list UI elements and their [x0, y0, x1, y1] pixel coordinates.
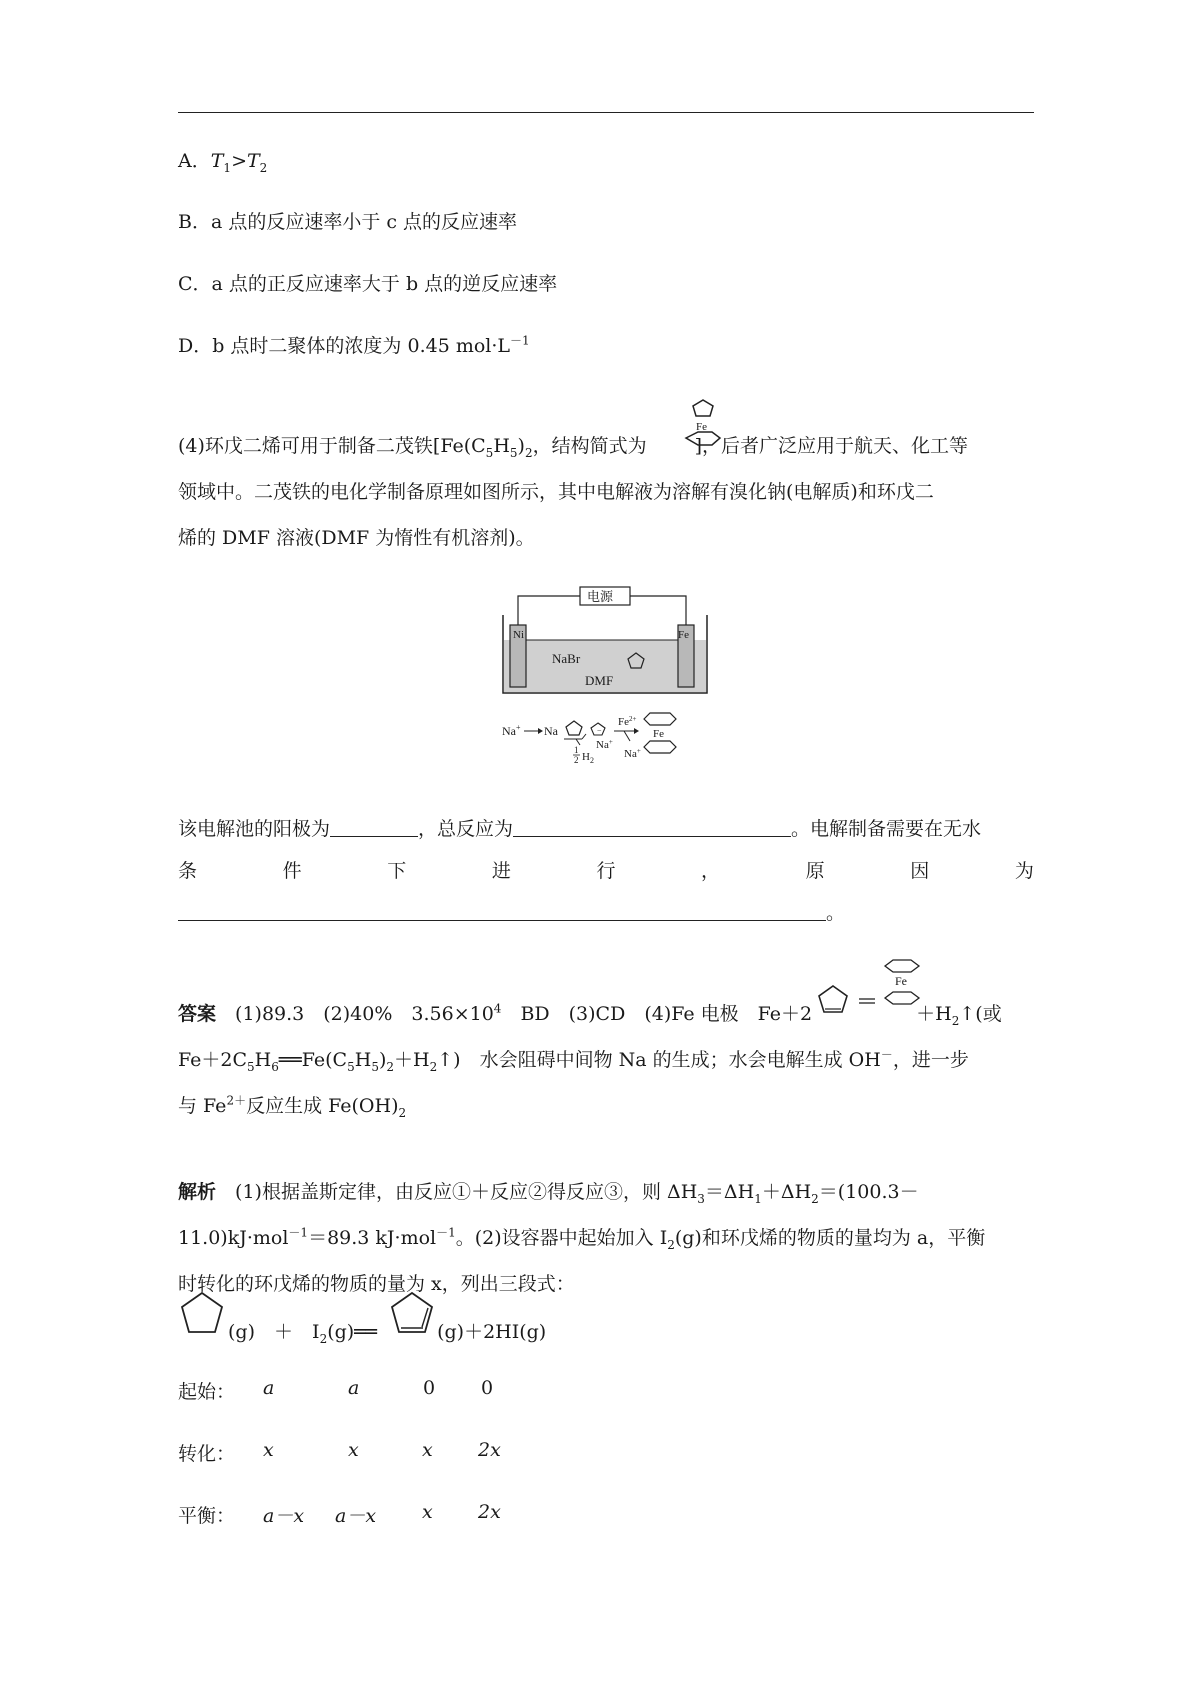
- option-c: C．a 点的正反应速率大于 b 点的逆反应速率: [178, 273, 558, 295]
- answer-line-3: 与 $Fe^{2+}$反应生成 $Fe(OH)_2$: [178, 1093, 407, 1120]
- svg-text:Ni: Ni: [513, 629, 524, 641]
- answer-reaction-icon: [815, 958, 925, 1024]
- q4-line-1: (4)环戊二烯可用于制备二茂铁[$Fe(C_5H_5)_2$，结构简式为 ]，后者广泛应用于航天、化工等: [178, 435, 969, 460]
- header-rule: [178, 112, 1034, 113]
- svg-text:2: 2: [574, 755, 579, 765]
- cyclopentene-icon: [178, 1290, 230, 1338]
- svg-text:NaBr: NaBr: [552, 651, 581, 666]
- blank-line-1: 该电解池的阳极为 ，总反应为 。电解制备需要在无水: [178, 818, 982, 840]
- analysis-line-3: 时转化的环戊烯的物质的量为 x，列出三段式：: [178, 1273, 575, 1295]
- svg-text:Fe: Fe: [895, 974, 907, 988]
- analysis-line-1: 解析 (1)根据盖斯定律，由反应①＋反应②得反应③，则 $\Delta H_3=\Delta H_1+\Delta H_2=(100.3-$: [178, 1181, 919, 1206]
- answer-line-2: $Fe+2C_5H_6══Fe(C_5H_5)_2+H_2↑$) 水会阻碍中间物 Na 的生成；水会电解生成 OH－，进一步: [178, 1047, 969, 1074]
- option-d: D．b 点时二聚体的浓度为 0.45 $mol\cdot L^{-1}$: [178, 333, 530, 357]
- svg-text:H2: $H_2$: [582, 751, 594, 765]
- svg-text:1: 1: [574, 745, 579, 755]
- svg-text:Fe: Fe: [696, 421, 707, 433]
- svg-text:Na+: Na+: [596, 738, 613, 751]
- option-a: A．$T_1>T_2$: [178, 150, 268, 175]
- ferrocene-structure-icon: [680, 398, 726, 452]
- svg-text:−: −: [597, 726, 602, 735]
- reaction-blank[interactable]: [513, 816, 791, 837]
- svg-text:电源: 电源: [587, 589, 614, 604]
- svg-text:Na+: Na+: [502, 723, 521, 738]
- svg-text:Fe: Fe: [678, 629, 689, 641]
- answer-label: 答案: [178, 1003, 217, 1025]
- blank-line-2: 条 件 下 进 行 ， 原 因 为: [178, 860, 1034, 882]
- svg-text:Na: Na: [544, 724, 558, 738]
- option-b: B．a 点的反应速率小于 c 点的反应速率: [178, 211, 518, 233]
- analysis-line-2: 11.0)kJ·mol$^{-1}$＝89.3 kJ·mol$^{-1}$。(2)设容器中起始加入 $I_2(g)$和环戊烯的物质的量均为 a，平衡: [178, 1225, 986, 1252]
- svg-text:Fe: Fe: [653, 728, 664, 740]
- q4-line-2: 领域中。二茂铁的电化学制备原理如图所示，其中电解液为溶解有溴化钠(电解质)和环戊二: [178, 481, 934, 503]
- electrolysis-cell-diagram: [500, 585, 710, 795]
- anode-blank[interactable]: [330, 816, 418, 837]
- svg-text:Fe2+: $Fe^{2+}$: [618, 715, 637, 728]
- svg-text:Na+: Na+: [624, 747, 641, 760]
- answer-line-1: 答案 (1)89.3 (2)40% $3.56\times 10^4$ BD (3)CD (4)Fe 电极 $Fe+2 +H_2↑$(或: [178, 1001, 1002, 1028]
- reason-blank[interactable]: [178, 900, 826, 921]
- equation-line: (g) ＋ $I_2(g)══$ (g)＋2HI(g): [228, 1321, 547, 1346]
- analysis-label: 解析: [178, 1181, 217, 1203]
- q4-line-3: 烯的 DMF 溶液(DMF 为惰性有机溶剂)。: [178, 527, 535, 549]
- blank-line-3: 。: [178, 899, 845, 927]
- svg-text:DMF: DMF: [585, 673, 614, 688]
